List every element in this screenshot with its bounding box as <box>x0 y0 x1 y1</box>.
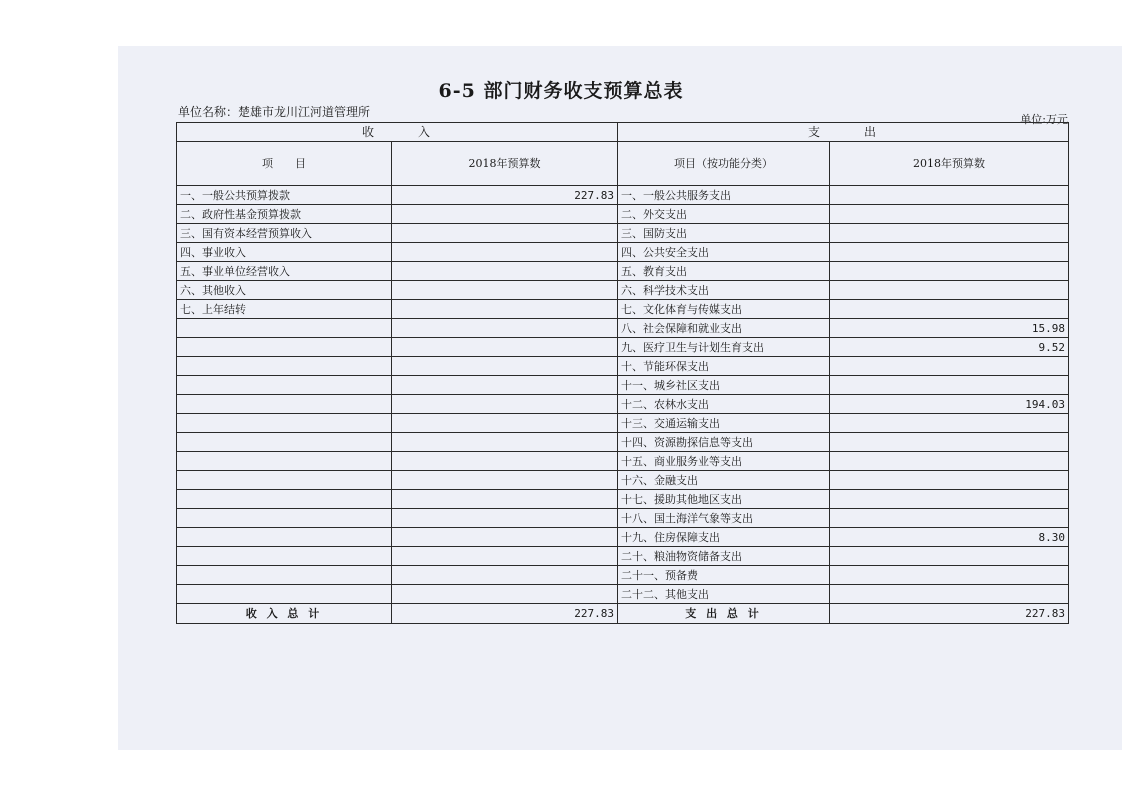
income-item-cell <box>177 376 392 395</box>
expense-amount-cell <box>830 224 1069 243</box>
expense-item-cell: 六、科学技术支出 <box>618 281 830 300</box>
income-amount-cell <box>392 471 618 490</box>
table-row <box>177 319 1069 338</box>
table-row <box>177 243 1069 262</box>
expense-amount-cell <box>830 452 1069 471</box>
table-row <box>177 262 1069 281</box>
income-item-cell: 二、政府性基金预算拨款 <box>177 205 392 224</box>
expense-amount-cell <box>830 300 1069 319</box>
income-item-cell <box>177 509 392 528</box>
income-item-cell <box>177 490 392 509</box>
income-item-cell <box>177 452 392 471</box>
expense-item-cell: 七、文化体育与传媒支出 <box>618 300 830 319</box>
income-total-label: 收 入 总 计 <box>177 604 392 624</box>
income-item-cell: 六、其他收入 <box>177 281 392 300</box>
expense-item-cell: 十四、资源勘探信息等支出 <box>618 433 830 452</box>
expense-item-cell: 三、国防支出 <box>618 224 830 243</box>
income-total-amount: 227.83 <box>392 604 618 624</box>
income-amount-cell <box>392 452 618 471</box>
expense-item-cell: 五、教育支出 <box>618 262 830 281</box>
budget-summary-table <box>176 122 1069 624</box>
expense-item-cell: 十、节能环保支出 <box>618 357 830 376</box>
income-section-header: 收 入 <box>177 123 618 142</box>
income-amount-cell <box>392 509 618 528</box>
expense-total-label: 支 出 总 计 <box>618 604 830 624</box>
expense-amount-cell <box>830 281 1069 300</box>
unit-name: 单位名称：楚雄市龙川江河道管理所 <box>178 105 371 119</box>
income-amount-cell <box>392 528 618 547</box>
expense-item-cell: 二十、粮油物资储备支出 <box>618 547 830 566</box>
table-row <box>177 224 1069 243</box>
income-item-cell <box>177 338 392 357</box>
income-amount-cell <box>392 338 618 357</box>
income-amount-cell <box>392 205 618 224</box>
expense-amount-cell <box>830 414 1069 433</box>
expense-item-cell: 十七、援助其他地区支出 <box>618 490 830 509</box>
table-row <box>177 585 1069 604</box>
income-item-cell: 一、一般公共预算拨款 <box>177 186 392 205</box>
table-row <box>177 566 1069 585</box>
income-item-cell <box>177 528 392 547</box>
expense-amount-cell <box>830 262 1069 281</box>
expense-item-cell: 四、公共安全支出 <box>618 243 830 262</box>
income-amount-cell <box>392 433 618 452</box>
expense-amount-cell: 194.03 <box>830 395 1069 414</box>
expense-amount-cell <box>830 243 1069 262</box>
income-amount-cell <box>392 395 618 414</box>
table-row <box>177 395 1069 414</box>
expense-amount-cell <box>830 186 1069 205</box>
income-amount-cell <box>392 376 618 395</box>
table-row <box>177 281 1069 300</box>
income-item-cell: 七、上年结转 <box>177 300 392 319</box>
table-row <box>177 471 1069 490</box>
income-item-cell: 五、事业单位经营收入 <box>177 262 392 281</box>
currency-unit-label: 单位:万元 <box>1020 113 1068 126</box>
expense-item-cell: 十二、农林水支出 <box>618 395 830 414</box>
income-amount-cell <box>392 357 618 376</box>
income-amount-cell <box>392 490 618 509</box>
income-item-cell: 三、国有资本经营预算收入 <box>177 224 392 243</box>
expense-item-cell: 二十一、预备费 <box>618 566 830 585</box>
income-amount-cell <box>392 224 618 243</box>
expense-total-amount: 227.83 <box>830 604 1069 624</box>
total-row <box>177 604 1069 624</box>
income-amount-cell: 227.83 <box>392 186 618 205</box>
table-row <box>177 357 1069 376</box>
section-header-row <box>177 123 1069 142</box>
income-amount-cell <box>392 243 618 262</box>
table-row <box>177 433 1069 452</box>
income-item-cell <box>177 357 392 376</box>
expense-amount-cell: 8.30 <box>830 528 1069 547</box>
expense-amount-cell: 9.52 <box>830 338 1069 357</box>
expense-amount-cell <box>830 471 1069 490</box>
table-row <box>177 490 1069 509</box>
income-amount-cell <box>392 585 618 604</box>
expense-amount-cell <box>830 566 1069 585</box>
expense-amount-cell: 15.98 <box>830 319 1069 338</box>
expense-amount-cell <box>830 547 1069 566</box>
expense-amount-cell <box>830 490 1069 509</box>
expense-item-cell: 一、一般公共服务支出 <box>618 186 830 205</box>
expense-item-cell: 八、社会保障和就业支出 <box>618 319 830 338</box>
expense-item-cell: 二、外交支出 <box>618 205 830 224</box>
expense-item-cell: 十六、金融支出 <box>618 471 830 490</box>
expense-amount-cell <box>830 357 1069 376</box>
expense-item-cell: 十九、住房保障支出 <box>618 528 830 547</box>
income-item-cell <box>177 319 392 338</box>
income-item-cell <box>177 471 392 490</box>
table-row <box>177 300 1069 319</box>
income-amount-cell <box>392 300 618 319</box>
income-item-cell <box>177 566 392 585</box>
expense-item-cell: 十八、国土海洋气象等支出 <box>618 509 830 528</box>
expense-section-header: 支 出 <box>618 123 1069 142</box>
table-row <box>177 528 1069 547</box>
expense-item-cell: 十一、城乡社区支出 <box>618 376 830 395</box>
column-header-row <box>177 142 1069 186</box>
income-item-cell <box>177 585 392 604</box>
table-row <box>177 452 1069 471</box>
income-amount-cell <box>392 547 618 566</box>
expense-item-cell: 二十二、其他支出 <box>618 585 830 604</box>
table-row <box>177 509 1069 528</box>
income-amount-cell <box>392 566 618 585</box>
income-amount-cell <box>392 281 618 300</box>
expense-item-cell: 九、医疗卫生与计划生育支出 <box>618 338 830 357</box>
expense-amount-cell <box>830 509 1069 528</box>
page-title: 6-5 部门财务收支预算总表 <box>438 80 684 102</box>
table-row <box>177 547 1069 566</box>
expense-item-cell: 十五、商业服务业等支出 <box>618 452 830 471</box>
expense-amount-header: 2018年预算数 <box>830 142 1069 186</box>
income-item-cell <box>177 433 392 452</box>
income-amount-cell <box>392 319 618 338</box>
income-amount-cell <box>392 414 618 433</box>
expense-item-cell: 十三、交通运输支出 <box>618 414 830 433</box>
table-row <box>177 186 1069 205</box>
expense-item-header: 项目（按功能分类） <box>618 142 830 186</box>
expense-amount-cell <box>830 376 1069 395</box>
table-row <box>177 376 1069 395</box>
income-item-cell <box>177 414 392 433</box>
income-item-header: 项 目 <box>177 142 392 186</box>
income-item-cell <box>177 547 392 566</box>
income-amount-cell <box>392 262 618 281</box>
income-amount-header: 2018年预算数 <box>392 142 618 186</box>
expense-amount-cell <box>830 205 1069 224</box>
table-row <box>177 205 1069 224</box>
table-row <box>177 338 1069 357</box>
income-item-cell: 四、事业收入 <box>177 243 392 262</box>
table-row <box>177 414 1069 433</box>
expense-amount-cell <box>830 433 1069 452</box>
income-item-cell <box>177 395 392 414</box>
expense-amount-cell <box>830 585 1069 604</box>
